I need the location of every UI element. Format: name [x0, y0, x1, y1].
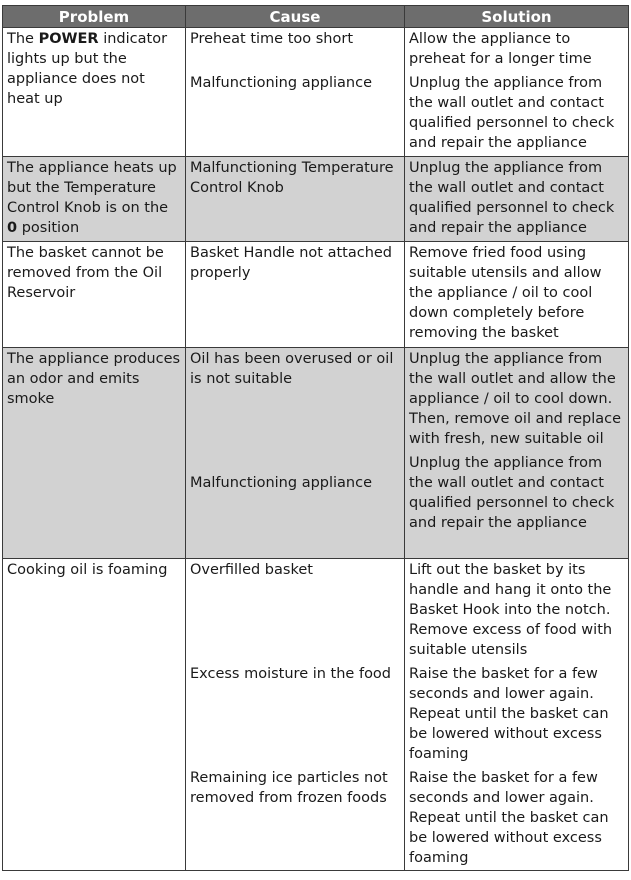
- solution-cell: [405, 242, 629, 348]
- cause-cell: [186, 242, 405, 348]
- cause-text: Remaining ice particles not removed from frozen foods: [190, 770, 388, 806]
- power-indicator-label: POWER: [38, 31, 99, 47]
- problem-text: The basket cannot be removed from the Oil Reservoir: [7, 245, 164, 301]
- solution-text: Unplug the appliance from the wall outlet and contact qualified personnel to check and repair the appliance: [409, 455, 615, 531]
- table-row: [3, 348, 629, 559]
- table-row: [3, 242, 629, 348]
- problem-text: The appliance heats up but the Temperature Control Knob is on the: [7, 160, 177, 216]
- table-row: [3, 157, 629, 242]
- solution-text: Lift out the basket by its handle and hang it onto the Basket Hook into the notch. Remove excess of food with suitable utensils: [409, 562, 613, 658]
- table-header-row: [3, 6, 629, 28]
- zero-position-label: 0: [7, 220, 18, 236]
- problem-cell: [3, 348, 186, 559]
- solution-cell: [405, 348, 629, 559]
- solution-text: Raise the basket for a few seconds and lower again. Repeat until the basket can be lowered without excess foaming: [409, 770, 609, 866]
- solution-text: Unplug the appliance from the wall outlet and allow the appliance / oil to cool down. Then, remove oil and replace with fresh, new suitable oil: [409, 351, 622, 447]
- cause-text: Overfilled basket: [190, 562, 313, 578]
- problem-text: The appliance produces an odor and emits smoke: [7, 351, 181, 407]
- solution-text: Unplug the appliance from the wall outlet and contact qualified personnel to check and repair the appliance: [409, 75, 615, 151]
- solution-text: Raise the basket for a few seconds and lower again. Repeat until the basket can be lowered without excess foaming: [409, 666, 609, 762]
- cause-text: Oil has been overused or oil is not suitable: [190, 351, 394, 387]
- cause-text: Malfunctioning appliance: [190, 475, 373, 491]
- cause-text: Basket Handle not attached properly: [190, 245, 393, 281]
- problem-text: The: [7, 31, 39, 47]
- problem-cell: [3, 28, 186, 157]
- solution-text: Remove fried food using suitable utensils and allow the appliance / oil to cool down completely before removing the basket: [409, 245, 602, 341]
- solution-text: Allow the appliance to preheat for a longer time: [409, 31, 592, 67]
- cause-text: Excess moisture in the food: [190, 666, 392, 682]
- cause-text: Preheat time too short: [190, 31, 354, 47]
- problem-text: Cooking oil is foaming: [7, 562, 168, 578]
- table-row: [3, 559, 629, 871]
- solution-text: Unplug the appliance from the wall outlet and contact qualified personnel to check and repair the appliance: [409, 160, 615, 236]
- solution-cell: [405, 157, 629, 242]
- table-row: [3, 28, 629, 157]
- header-problem: Problem: [3, 6, 186, 28]
- solution-cell: [405, 559, 629, 871]
- problem-text: position: [17, 220, 80, 236]
- cause-cell: [186, 348, 405, 559]
- troubleshooting-table: [2, 5, 629, 871]
- problem-text: indicator lights up but the appliance does not heat up: [7, 31, 168, 107]
- cause-cell: [186, 157, 405, 242]
- cause-text: Malfunctioning Temperature Control Knob: [190, 160, 394, 196]
- cause-cell: [186, 559, 405, 871]
- problem-cell: [3, 157, 186, 242]
- solution-cell: [405, 28, 629, 157]
- cause-cell: [186, 28, 405, 157]
- header-cause: Cause: [186, 6, 405, 28]
- problem-cell: [3, 559, 186, 871]
- cause-text: Malfunctioning appliance: [190, 75, 373, 91]
- problem-cell: [3, 242, 186, 348]
- header-solution: Solution: [405, 6, 629, 28]
